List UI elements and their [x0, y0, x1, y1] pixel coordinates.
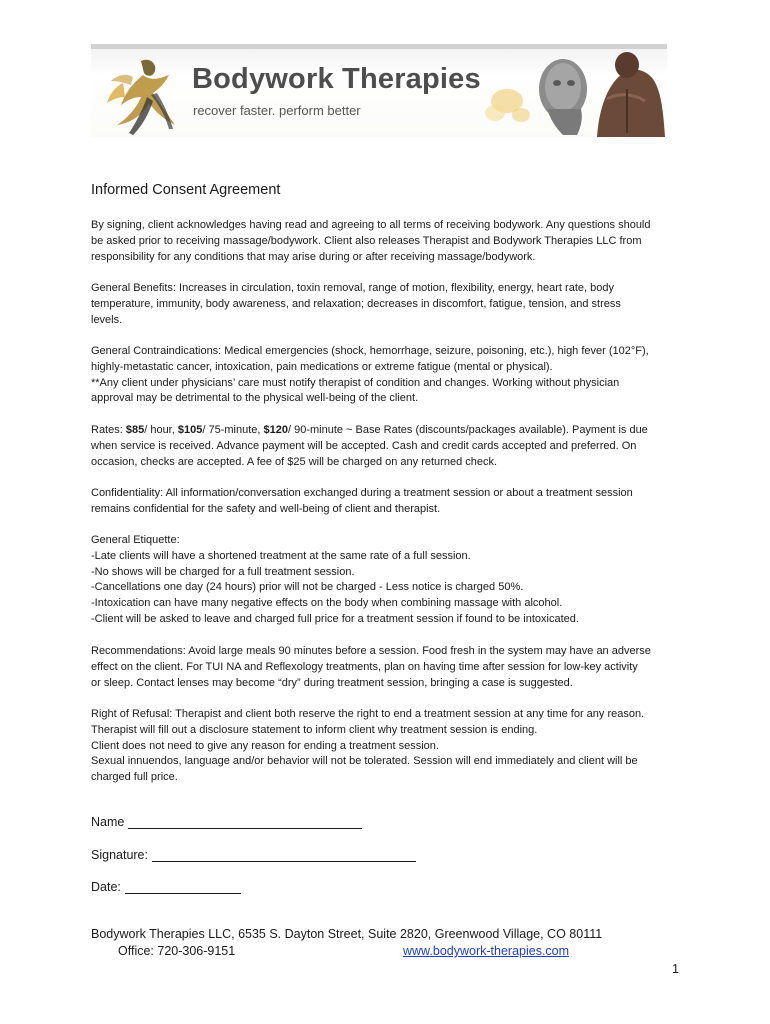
etiquette-line: -Client will be asked to leave and charged full price for a treatment session if found to be intoxicated. — [91, 612, 579, 625]
rates-prefix: Rates: — [91, 424, 126, 436]
contraindications-paragraph — [91, 344, 681, 407]
name-label: Name — [91, 815, 125, 829]
signature-label: Signature: — [91, 848, 148, 862]
benefits-paragraph — [91, 281, 681, 328]
document-title: Informed Consent Agreement — [91, 182, 281, 198]
benefits-line: General Benefits: Increases in circulation, toxin removal, range of motion, flexibility, energy, heart rate, body — [91, 282, 614, 294]
refusal-paragraph — [91, 707, 681, 786]
recommendations-line: effect on the client. For TUI NA and Reflexology treatments, plan on having time after session for low-key activity — [91, 660, 638, 673]
name-field-row — [91, 815, 362, 829]
intro-paragraph — [91, 218, 681, 265]
etiquette-line: -Late clients will have a shortened treatment at the same rate of a full session. — [91, 549, 471, 562]
contraindications-line: highly-metastatic cancer, intoxication, pain medications or extreme fatigue (mental or physical). — [91, 360, 553, 373]
refusal-line: Sexual innuendos, language and/or behavior will not be tolerated. Session will end immediately and client will be — [91, 755, 638, 768]
rate-hour-price: $85 — [125, 424, 145, 436]
rate-75-price: $105 — [177, 424, 203, 436]
refusal-line: charged full price. — [91, 771, 178, 784]
header-banner — [91, 44, 667, 137]
website-link[interactable]: www.bodywork-therapies.com — [403, 944, 570, 958]
benefits-line: levels. — [91, 313, 123, 326]
athlete-logo-icon — [103, 53, 185, 137]
refusal-line: Therapist will fill out a disclosure statement to inform client why treatment session is ending. — [91, 723, 538, 736]
footer-office-phone: Office: 720-306-9151 — [118, 944, 236, 958]
date-field-row — [91, 880, 241, 894]
rates-line: occasion, checks are accepted. A fee of $25 will be charged on any returned check. — [91, 455, 498, 468]
recommendations-paragraph — [91, 644, 681, 691]
etiquette-line: General Etiquette: — [91, 534, 180, 546]
refusal-line: Client does not need to give any reason for ending a treatment session. — [91, 739, 439, 752]
rates-paragraph — [91, 423, 681, 470]
brand-name: Bodywork Therapies — [192, 63, 481, 95]
benefits-line: temperature, immunity, body awareness, and relaxation; decreases in discomfort, fatigue, tension, and stress — [91, 297, 621, 310]
footer-address: Bodywork Therapies LLC, 6535 S. Dayton Street, Suite 2820, Greenwood Village, CO 80111 — [91, 927, 603, 941]
intro-line: responsibility for any conditions that may arise during or after receiving massage/bodywork. — [91, 250, 536, 263]
brand-tagline: recover faster. perform better — [193, 103, 361, 118]
rates-line: when service is received. Advance payment will be accepted. Cash and credit cards accepted and preferred. On — [91, 439, 637, 452]
intro-line: By signing, client acknowledges having read and agreeing to all terms of receiving bodywork. Any questions should — [91, 219, 651, 231]
rates-text: / 75-minute, — [202, 424, 264, 436]
etiquette-line: -Intoxication can have many negative effects on the body when combining massage with alcohol. — [91, 597, 563, 610]
etiquette-line: -No shows will be charged for a full treatment session. — [91, 565, 355, 578]
confidentiality-line: remains confidential for the safety and well-being of client and therapist. — [91, 502, 441, 515]
etiquette-line: -Cancellations one day (24 hours) prior will not be charged - Less notice is charged 50%. — [91, 581, 524, 594]
rates-text: / hour, — [144, 424, 178, 436]
date-field[interactable] — [125, 881, 241, 894]
page-number: 1 — [672, 962, 679, 976]
rates-line — [91, 423, 681, 439]
intro-line: be asked prior to receiving massage/bodywork. Client also releases Therapist and Bodywork Therapies LLC from — [91, 234, 642, 247]
signature-field-row — [91, 848, 416, 862]
refusal-line: Right of Refusal: Therapist and client both reserve the right to end a treatment session at any time for any reason. — [91, 708, 645, 720]
anatomy-figures-icon — [477, 49, 667, 137]
name-field[interactable] — [128, 816, 362, 829]
signature-field[interactable] — [152, 849, 416, 862]
confidentiality-line: Confidentiality: All information/conversation exchanged during a treatment session or about a treatment session — [91, 487, 633, 499]
recommendations-line: Recommendations: Avoid large meals 90 minutes before a session. Food fresh in the system may have an adverse — [91, 645, 651, 657]
confidentiality-paragraph — [91, 486, 681, 518]
rate-90-price: $120 — [263, 424, 288, 436]
contraindications-line: approval may be detrimental to the physical well-being of the client. — [91, 392, 419, 405]
rates-text: / 90-minute ~ Base Rates (discounts/packages available). Payment is due — [287, 424, 648, 436]
contraindications-line: **Any client under physicians’ care must notify therapist of condition and changes. Working without physician — [91, 376, 620, 389]
contraindications-line: General Contraindications: Medical emergencies (shock, hemorrhage, seizure, poisoning, etc.), high fever (102°F), — [91, 345, 649, 357]
etiquette-paragraph — [91, 533, 681, 628]
date-label: Date: — [91, 880, 121, 894]
recommendations-line: or sleep. Contact lenses may become “dry” during treatment session, bringing a case is suggested. — [91, 676, 573, 689]
